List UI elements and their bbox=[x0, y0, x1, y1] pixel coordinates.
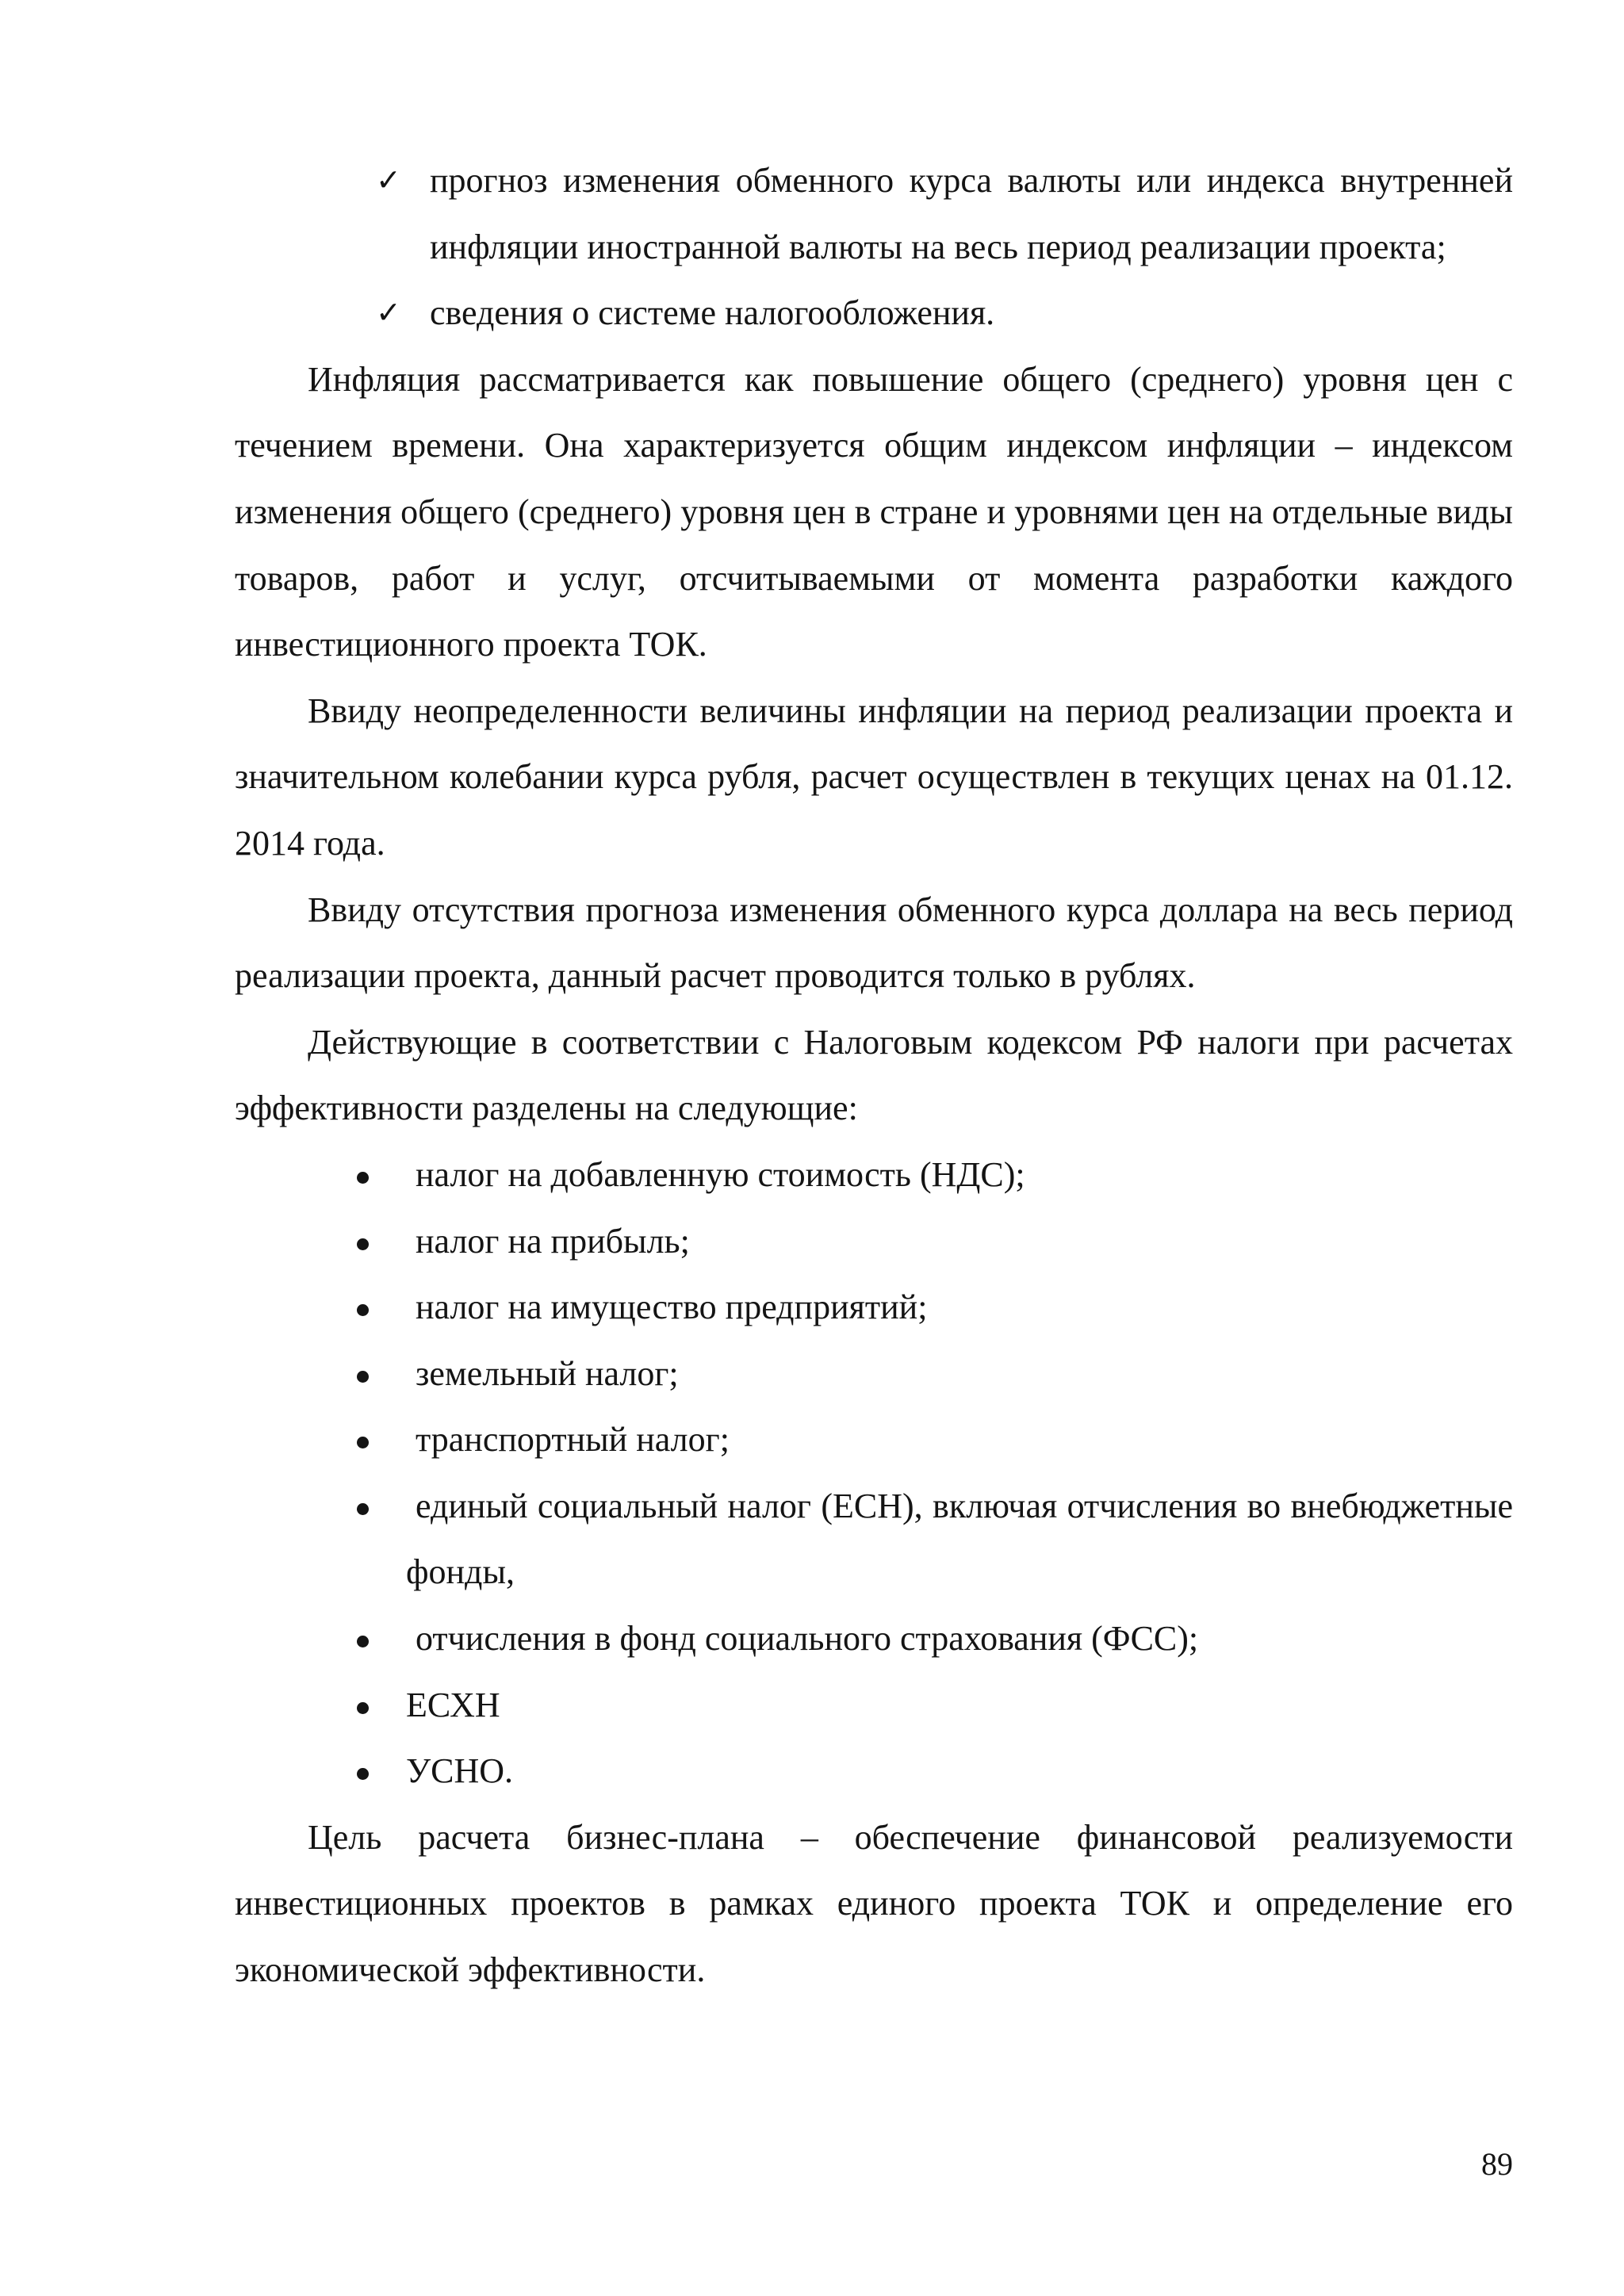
bullet-icon bbox=[357, 1238, 369, 1250]
checkmark-list bbox=[235, 147, 1513, 346]
tax-list-item-text: налог на прибыль; bbox=[416, 1221, 690, 1261]
bullet-icon bbox=[357, 1768, 369, 1780]
paragraph-taxes-intro: Действующие в соответствии с Налоговым кодексом РФ налоги при расчетах эффективности разделены на следующие: bbox=[235, 1022, 1513, 1128]
bullet-icon bbox=[357, 1636, 369, 1647]
tax-list-item bbox=[235, 1341, 1513, 1407]
tax-list-item bbox=[235, 1473, 1513, 1605]
page-number: 89 bbox=[1481, 2146, 1513, 2182]
tax-list-item bbox=[235, 1672, 1513, 1739]
tax-list-item bbox=[235, 1208, 1513, 1275]
checkmark-icon: ✓ bbox=[376, 295, 401, 331]
paragraph-rubles: Ввиду отсутствия прогноза изменения обменного курса доллара на весь период реализации проекта, данный расчет проводится только в рублях. bbox=[235, 890, 1513, 996]
bullet-icon bbox=[357, 1304, 369, 1316]
bullet-icon bbox=[357, 1437, 369, 1448]
tax-list-item bbox=[235, 1605, 1513, 1672]
tax-list-item bbox=[235, 1274, 1513, 1341]
page-body bbox=[235, 147, 1513, 2003]
tax-list-item-text: налог на имущество предприятий; bbox=[416, 1288, 928, 1327]
tax-list-item bbox=[235, 1406, 1513, 1473]
paragraph-goal: Цель расчета бизнес-плана – обеспечение финансовой реализуемости инвестиционных проектов в рамках единого проекта ТОК и определение его экономической эффективности. bbox=[235, 1817, 1513, 1990]
tax-list bbox=[235, 1142, 1513, 1804]
paragraph-current-prices: Ввиду неопределенности величины инфляции на период реализации проекта и значительном колебании курса рубля, расчет осуществлен в текущих ценах на 01.12. 2014 года. bbox=[235, 691, 1513, 863]
bullet-icon bbox=[357, 1702, 369, 1714]
tax-list-item-text: ЕСХН bbox=[406, 1685, 500, 1724]
tax-list-item bbox=[235, 1738, 1513, 1804]
tax-list-item-text: УСНО. bbox=[406, 1751, 514, 1791]
check-list-item-text: сведения о системе налогообложения. bbox=[430, 293, 995, 333]
check-list-item bbox=[235, 147, 1513, 280]
tax-list-item bbox=[235, 1142, 1513, 1208]
tax-list-item-text: транспортный налог; bbox=[416, 1420, 730, 1460]
check-list-item-text: прогноз изменения обменного курса валюты или индекса внутренней инфляции иностранной валюты на весь период реализации проекта; bbox=[430, 161, 1513, 266]
tax-list-item-text: земельный налог; bbox=[416, 1353, 679, 1393]
bullet-icon bbox=[357, 1371, 369, 1383]
checkmark-icon: ✓ bbox=[376, 163, 401, 197]
check-list-item bbox=[235, 280, 1513, 346]
paragraph-inflation: Инфляция рассматривается как повышение общего (среднего) уровня цен с течением времени. Она характеризуется общим индексом инфляции – индексом изменения общего (среднего) уровня цен в стране и уровнями цен на отдельные виды товаров, работ и услуг, отсчитываемыми от момента разработки каждого инвестиционного проекта ТОК. bbox=[235, 359, 1513, 664]
bullet-icon bbox=[357, 1503, 369, 1515]
tax-list-item-text: единый социальный налог (ЕСН), включая отчисления во внебюджетные фонды, bbox=[406, 1486, 1513, 1592]
tax-list-item-text: налог на добавленную стоимость (НДС); bbox=[416, 1154, 1025, 1194]
bullet-icon bbox=[357, 1172, 369, 1184]
tax-list-item-text: отчисления в фонд социального страхования (ФСС); bbox=[416, 1619, 1199, 1659]
